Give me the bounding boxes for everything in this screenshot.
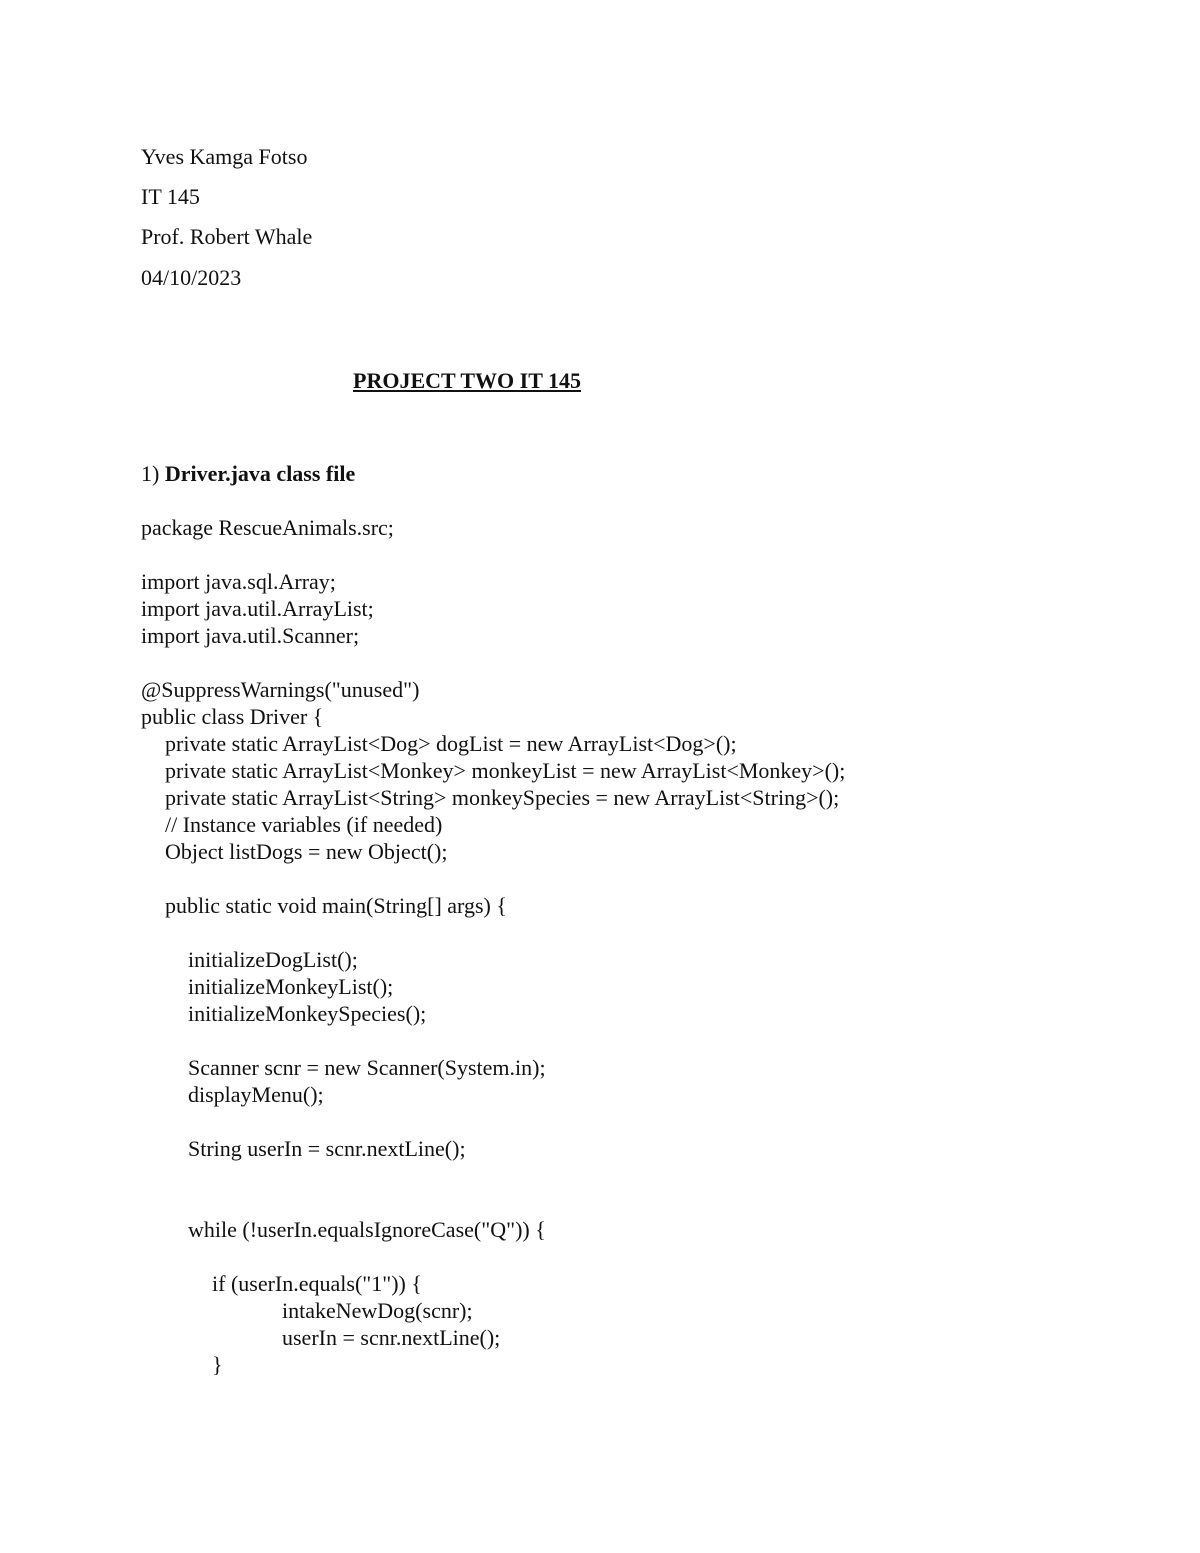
section-title: Driver.java class file (164, 461, 356, 486)
document-title: PROJECT TWO IT 145 (353, 368, 582, 393)
code-line: intakeNewDog(scnr); (282, 1298, 473, 1323)
author-name: Yves Kamga Fotso (141, 144, 308, 169)
code-line: initializeMonkeyList(); (188, 974, 394, 999)
code-line: } (212, 1352, 223, 1377)
code-line: userIn = scnr.nextLine(); (282, 1325, 501, 1350)
code-line: if (userIn.equals("1")) { (212, 1271, 422, 1296)
code-line: public class Driver { (141, 704, 324, 729)
code-line: @SuppressWarnings("unused") (141, 677, 420, 702)
code-line: public static void main(String[] args) { (165, 893, 507, 918)
code-line: package RescueAnimals.src; (141, 515, 394, 540)
code-line: initializeMonkeySpecies(); (188, 1001, 427, 1026)
course-name: IT 145 (141, 184, 200, 209)
section-heading (141, 461, 355, 487)
code-line: private static ArrayList<String> monkeySpecies = new ArrayList<String>(); (165, 785, 840, 810)
code-line: private static ArrayList<Monkey> monkeyList = new ArrayList<Monkey>(); (165, 758, 846, 783)
code-line: import java.sql.Array; (141, 569, 336, 594)
date: 04/10/2023 (141, 265, 242, 290)
code-line: private static ArrayList<Dog> dogList = new ArrayList<Dog>(); (165, 731, 737, 756)
code-line: import java.util.Scanner; (141, 623, 360, 648)
code-line: String userIn = scnr.nextLine(); (188, 1136, 466, 1161)
code-line: displayMenu(); (188, 1082, 324, 1107)
code-line: Scanner scnr = new Scanner(System.in); (188, 1055, 546, 1080)
code-line: import java.util.ArrayList; (141, 596, 374, 621)
code-line: Object listDogs = new Object(); (165, 839, 448, 864)
professor-name: Prof. Robert Whale (141, 224, 313, 249)
code-line: initializeDogList(); (188, 947, 358, 972)
code-line: // Instance variables (if needed) (165, 812, 443, 837)
code-line: while (!userIn.equalsIgnoreCase("Q")) { (188, 1217, 546, 1242)
section-number: 1) (141, 461, 165, 486)
